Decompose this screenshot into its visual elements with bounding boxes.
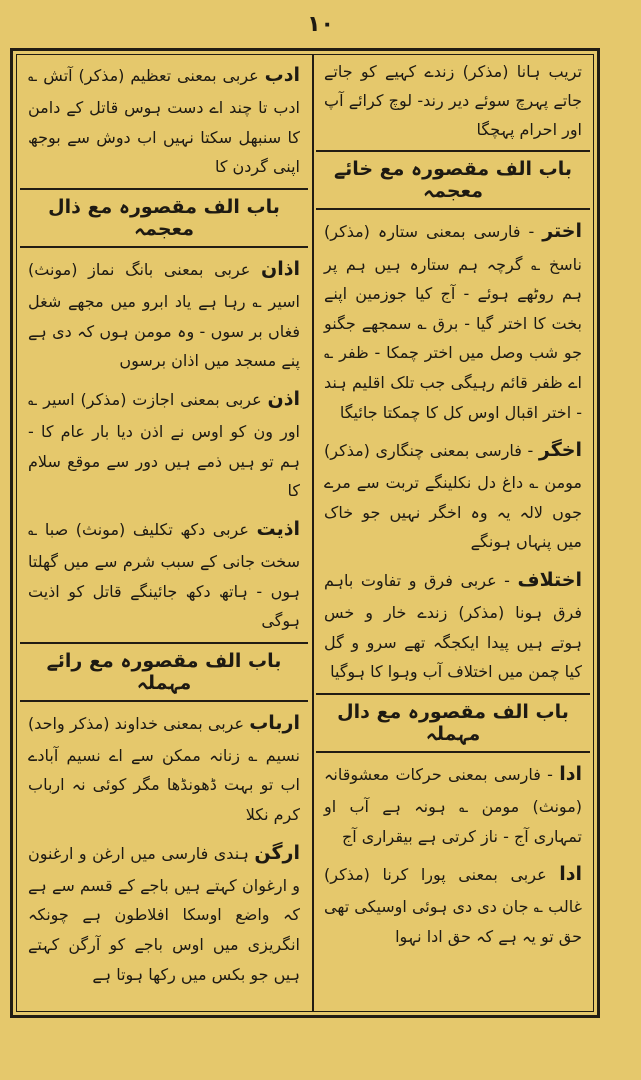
entry-akhgar — [316, 433, 590, 557]
entry-aziyat-text: عربی دکھ تکلیف (مونث) صبا ؎ سخت جانی کے سبب شرم سے میں گھلتا ہوں - ہاتھ دکھ جائینگے قاتل کو اذیت ہوگی — [28, 519, 300, 631]
headword-argan: ارگن — [254, 841, 300, 864]
entry-ikhtilaf-text: - عربی فرق و تفاوت باہم فرق ہونا (مذکر) زندے خار و خس ہوتے ہیں پیدا ایکجگہ تھے سرو و گل کیا چمن میں اختلاف آب وہوا کا ہوگیا — [324, 571, 582, 682]
entry-izn — [20, 382, 308, 506]
headword-akhtar: اختر — [542, 220, 582, 243]
entry-ada — [316, 757, 590, 851]
entry-argan-text: ہندی فارسی میں ارغن و ارغنون و ارغوان کہتے ہیں باجے کے قسم سے ہے کہ واضع اوسکا افلاطون ہے چونکہ انگریزی میں اوس باجے کو آرگن کہتے ہیں جو بکس میں رکھا ہوتا ہے — [28, 843, 300, 984]
right-intro: تریب ہانا (مذکر) زندے کہیے کو جاتے جاتے پہرچ سوئے دیر رند- لوچ کرائے آپ اور احرام پہچگا — [324, 62, 582, 139]
entry-arbab — [20, 706, 308, 830]
page-number: ۱۰ — [307, 12, 334, 37]
entry-akhtar — [316, 214, 590, 427]
heading-kha: باب الف مقصورہ مع خائے معجمہ — [316, 150, 590, 210]
entry-ada-arabic-text: عربی بمعنی پورا کرنا (مذکر) غالب ؎ جان دی دی ہوئی اوسیکی تھی حق تو یہ ہے کہ حق ادا نہوا — [324, 865, 582, 946]
entry-azan — [20, 252, 308, 376]
heading-zal: باب الف مقصورہ مع ذال معجمہ — [20, 188, 308, 248]
headword-akhgar: اخگر — [538, 439, 582, 462]
headword-aziyat: اذیت — [256, 517, 300, 540]
entry-azan-text: عربی بمعنی بانگ نماز (مونث) اسیر ؎ رہا ہے یاد ابرو میں مجھے شغل فغاں بر سوں - وہ مومن ہوں کہ دی ہے پنے مسجد میں اذان برسوں — [28, 259, 300, 371]
headword-azan: اذان — [261, 257, 300, 280]
headword-ikhtilaf: اختلاف — [517, 569, 583, 592]
entry-ada-text: - فارسی بمعنی حرکات معشوقانہ (مونث) مومن ؎ ہونہ ہے آب او تمہاری آج - ناز کرتی ہے بیقراری آج — [324, 764, 582, 846]
entry-aziyat — [20, 512, 308, 636]
headword-izn: اذن — [267, 387, 300, 410]
entry-ada-arabic — [316, 857, 590, 951]
heading-dal: باب الف مقصورہ مع دال مہملہ — [316, 693, 590, 753]
entry-adab-text: عربی بمعنی تعظیم (مذکر) آتش ؎ ادب تا چند اے دست ہوس قاتل کے دامن کا سنبھل سکتا نہیں اب دوش سے بوجھ اپنی گردن کا — [28, 66, 300, 177]
headword-arbab: ارباب — [249, 711, 300, 734]
entry-arbab-text: عربی بمعنی خداوند (مذکر واحد) نسیم ؎ زنانہ ممکن سے اے نسیم آبادے اب تو بہت ڈھونڈھا مگر کوئی نہ ارباب کرم نکلا — [28, 713, 300, 825]
heading-ra: باب الف مقصورہ مع رائے مہملہ — [20, 642, 308, 702]
entry-argan — [20, 836, 308, 990]
column-divider — [312, 54, 314, 1012]
left-column — [20, 58, 308, 1008]
entry-adab — [20, 58, 308, 182]
entry-izn-text: عربی بمعنی اجازت (مذکر) اسیر ؎ اور ون کو اوس نے اذن دیا بار عام کا - ہم تو ہیں ذمے ہیں دور سے موقع سلام کا — [28, 389, 300, 501]
headword-adab: ادب — [264, 64, 300, 86]
headword-ada-arabic: ادا — [559, 863, 583, 886]
entry-akhtar-text: - فارسی بمعنی ستارہ (مذکر) ناسخ ؎ گرچہ ہم ستارہ ہیں ہم پر ہم روٹھے ہوئے - آج کیا جوزمین اپنے بخت کا اختر گیا - برق ؎ سمجھے جگنو جو شب وصل میں اختر چمکا - ظفر ؎ اے ظفر قائم رہیگی جب تلک اقلیم ہند - اختر اقبال اوس کل کا چمکتا جائیگا — [324, 222, 582, 422]
entry-ikhtilaf — [316, 563, 590, 687]
right-column — [316, 58, 590, 1008]
entry-akhgar-text: - فارسی بمعنی چنگاری (مذکر) مومن ؎ داغ دل نکلینگے تربت سے مرے جوں لالہ یہ وہ اخگر نہیں جو خاک میں پنہاں ہونگے — [324, 441, 582, 552]
headword-ada: ادا — [559, 762, 582, 785]
